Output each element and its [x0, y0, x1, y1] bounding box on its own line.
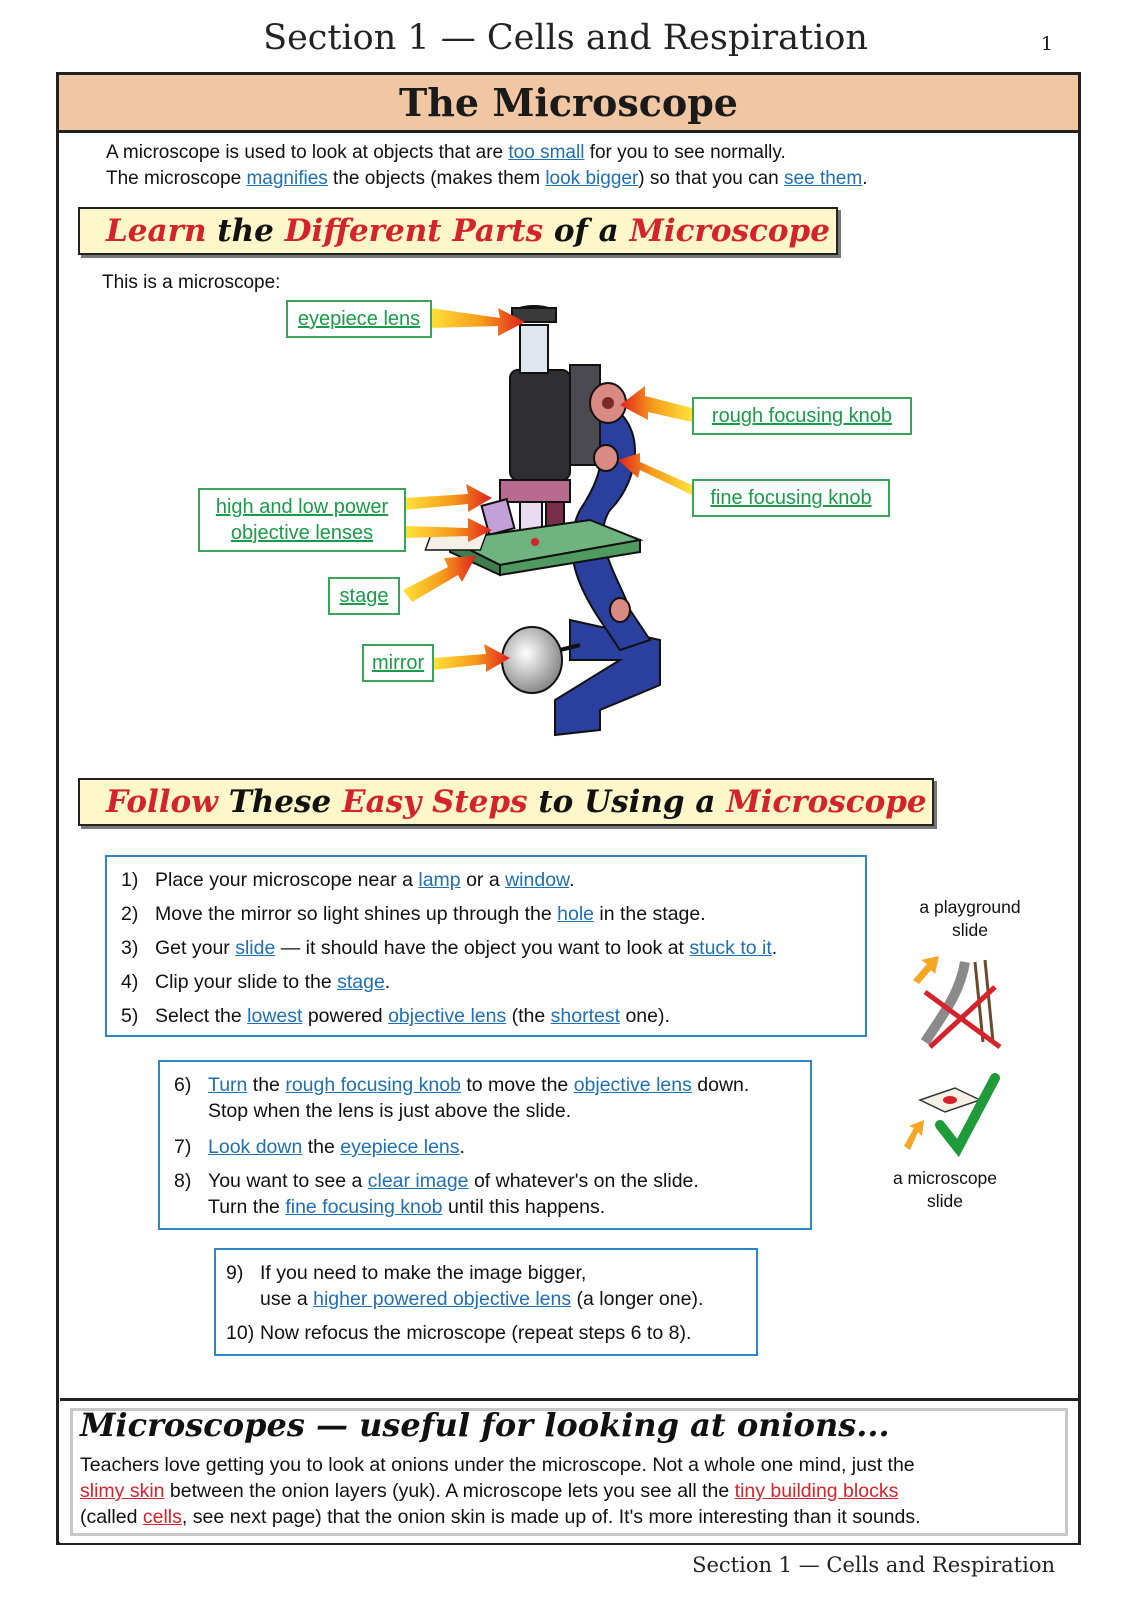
keyword: stuck to it — [689, 937, 772, 959]
heading-word: These — [217, 784, 342, 820]
heading-word: Learn — [106, 213, 207, 249]
step-number: 4) — [121, 971, 139, 993]
step-number: 9) — [226, 1262, 244, 1284]
step-text: one). — [620, 1005, 670, 1027]
steps-box-1 — [105, 855, 867, 1037]
caption-line: a playground — [919, 897, 1021, 917]
nosepiece — [500, 480, 570, 502]
intro-line-2 — [106, 166, 867, 192]
label-mirror: mirror — [362, 644, 434, 682]
caption-line: slide — [952, 920, 988, 940]
step-text: the — [247, 1074, 286, 1096]
step-text: . — [569, 869, 575, 891]
keyword: higher powered objective lens — [313, 1288, 572, 1310]
step-text: Place your microscope near a — [155, 869, 419, 891]
step-text: use a — [260, 1288, 314, 1310]
heading-word: to Using a — [527, 784, 727, 820]
step-text: to move the — [460, 1074, 574, 1096]
heading-word: the — [206, 213, 285, 249]
ladder-rail — [985, 960, 993, 1042]
step-text: Select the — [155, 1005, 248, 1027]
parts-intro: This is a microscope: — [102, 272, 281, 293]
step-text: You want to see a — [208, 1170, 368, 1192]
step-text: the — [302, 1136, 341, 1158]
label-eyepiece-lens: eyepiece lens — [286, 300, 432, 338]
specimen — [531, 538, 539, 546]
intro-text: the objects (makes them — [327, 168, 546, 189]
step-text: Get your — [155, 937, 236, 959]
keyword: rough focusing knob — [285, 1074, 461, 1096]
keyword: lowest — [247, 1005, 303, 1027]
summary-title: Microscopes — useful for looking at onions... — [80, 1406, 890, 1444]
step-text: If you need to make the image bigger, — [260, 1262, 587, 1284]
label-stage: stage — [328, 577, 400, 615]
steps-box-2 — [158, 1060, 812, 1230]
fine-knob — [594, 445, 618, 471]
intro-text: for you to see normally. — [584, 142, 786, 163]
body-tube — [510, 370, 570, 480]
step-text: Stop when the lens is just above the slide. — [208, 1100, 572, 1122]
keyword: cells — [142, 1506, 182, 1528]
keyword: shortest — [550, 1005, 621, 1027]
step-text: powered — [302, 1005, 389, 1027]
intro-text: The microscope — [106, 168, 247, 189]
step-text: Turn the — [208, 1196, 286, 1218]
rough-knob-center — [602, 397, 614, 409]
caption-line: slide — [927, 1191, 963, 1211]
keyword: lamp — [418, 869, 461, 891]
small-arrow — [913, 956, 939, 984]
heading-word: Easy Steps — [342, 784, 528, 820]
keyword: look bigger — [545, 168, 639, 189]
step-number: 8) — [174, 1170, 192, 1192]
step-text: (a longer one). — [571, 1288, 704, 1310]
step-text: (the — [506, 1005, 551, 1027]
playground-slide-icon — [905, 942, 1005, 1052]
summary-line-3 — [80, 1504, 921, 1530]
lower-knob — [610, 598, 630, 622]
summary-text: , see next page) that the onion skin is made up of. It's more interesting than it sounds. — [181, 1506, 921, 1528]
mirror — [502, 627, 562, 693]
steps-box-3 — [214, 1248, 758, 1356]
summary-line-1: Teachers love getting you to look at onions under the microscope. Not a whole one mind, just the — [80, 1454, 915, 1476]
step-text: . — [384, 971, 391, 993]
heading-word: Microscope — [629, 213, 830, 249]
keyword: too small — [508, 142, 585, 163]
keyword: hole — [557, 903, 594, 925]
rough-knob-arrow — [620, 386, 692, 422]
page-number: 1 — [1040, 33, 1053, 55]
page-title: The Microscope — [59, 75, 1078, 133]
keyword: see them — [784, 168, 863, 189]
section-title: Section 1 — Cells and Respiration — [263, 18, 868, 58]
step-text: . — [459, 1136, 465, 1158]
steps-heading — [78, 778, 934, 826]
small-arrow — [904, 1120, 924, 1150]
label-fine-focusing-knob: fine focusing knob — [692, 479, 890, 517]
summary-text: (called — [80, 1506, 143, 1528]
keyword: objective lens — [388, 1005, 507, 1027]
keyword: slimy skin — [80, 1480, 165, 1502]
objective-arrow-1 — [405, 484, 492, 512]
keyword: tiny building blocks — [734, 1480, 899, 1502]
step-text: until this happens. — [442, 1196, 606, 1218]
eyepiece-tube — [520, 325, 548, 373]
step-text: down. — [691, 1074, 750, 1096]
label-rough-focusing-knob: rough focusing knob — [692, 397, 912, 435]
page-footer: Section 1 — Cells and Respiration — [692, 1553, 1055, 1577]
step-number: 10) — [226, 1322, 255, 1344]
step-number: 3) — [121, 937, 139, 959]
parts-heading — [78, 207, 838, 255]
check-mark — [940, 1078, 995, 1148]
keyword: clear image — [367, 1170, 469, 1192]
keyword: magnifies — [246, 168, 328, 189]
step-number: 5) — [121, 1005, 139, 1027]
step-text: . — [771, 937, 778, 959]
label-objective-lenses — [198, 488, 406, 552]
heading-word: Follow — [106, 784, 218, 820]
intro-text: . — [862, 168, 868, 189]
intro-text: A microscope is used to look at objects that are — [106, 142, 509, 163]
step-text: or a — [460, 869, 506, 891]
keyword: Look down — [208, 1136, 303, 1158]
eyepiece-arrow — [430, 308, 525, 336]
label-line: objective lenses — [230, 522, 374, 544]
step-number: 6) — [174, 1074, 192, 1096]
keyword: objective lens — [573, 1074, 692, 1096]
step-number: 7) — [174, 1136, 192, 1158]
step-number: 1) — [121, 869, 139, 891]
step-text: Clip your slide to the — [155, 971, 338, 993]
step-text: of whatever's on the slide. — [468, 1170, 699, 1192]
summary-text: between the onion layers (yuk). A microscope lets you see all the — [164, 1480, 735, 1502]
intro-line-1 — [106, 140, 786, 166]
keyword: window — [505, 869, 570, 891]
step-text: Now refocus the microscope (repeat steps 6 to 8). — [260, 1322, 692, 1344]
heading-word: Microscope — [726, 784, 927, 820]
microscope-slide-icon — [900, 1070, 1010, 1160]
caption-line: a microscope — [892, 1168, 998, 1188]
mirror-arrow — [433, 644, 510, 672]
step-text: Move the mirror so light shines up through the — [155, 903, 558, 925]
playground-slide-caption — [905, 896, 1035, 942]
label-line: high and low power — [215, 496, 389, 518]
keyword: Turn — [208, 1074, 248, 1096]
keyword: slide — [235, 937, 276, 959]
summary-line-2 — [80, 1478, 898, 1504]
keyword: eyepiece lens — [340, 1136, 460, 1158]
microscope-slide-caption — [880, 1167, 1010, 1213]
intro-text: ) so that you can — [638, 168, 785, 189]
stage-arrow — [403, 556, 476, 602]
keyword: fine focusing knob — [285, 1196, 443, 1218]
step-text: — it should have the object you want to look at — [275, 937, 690, 959]
heading-word: of a — [543, 213, 630, 249]
step-number: 2) — [121, 903, 139, 925]
step-text: in the stage. — [594, 903, 706, 925]
specimen-dot — [943, 1096, 957, 1104]
keyword: stage — [337, 971, 385, 993]
heading-word: Different Parts — [284, 213, 544, 249]
